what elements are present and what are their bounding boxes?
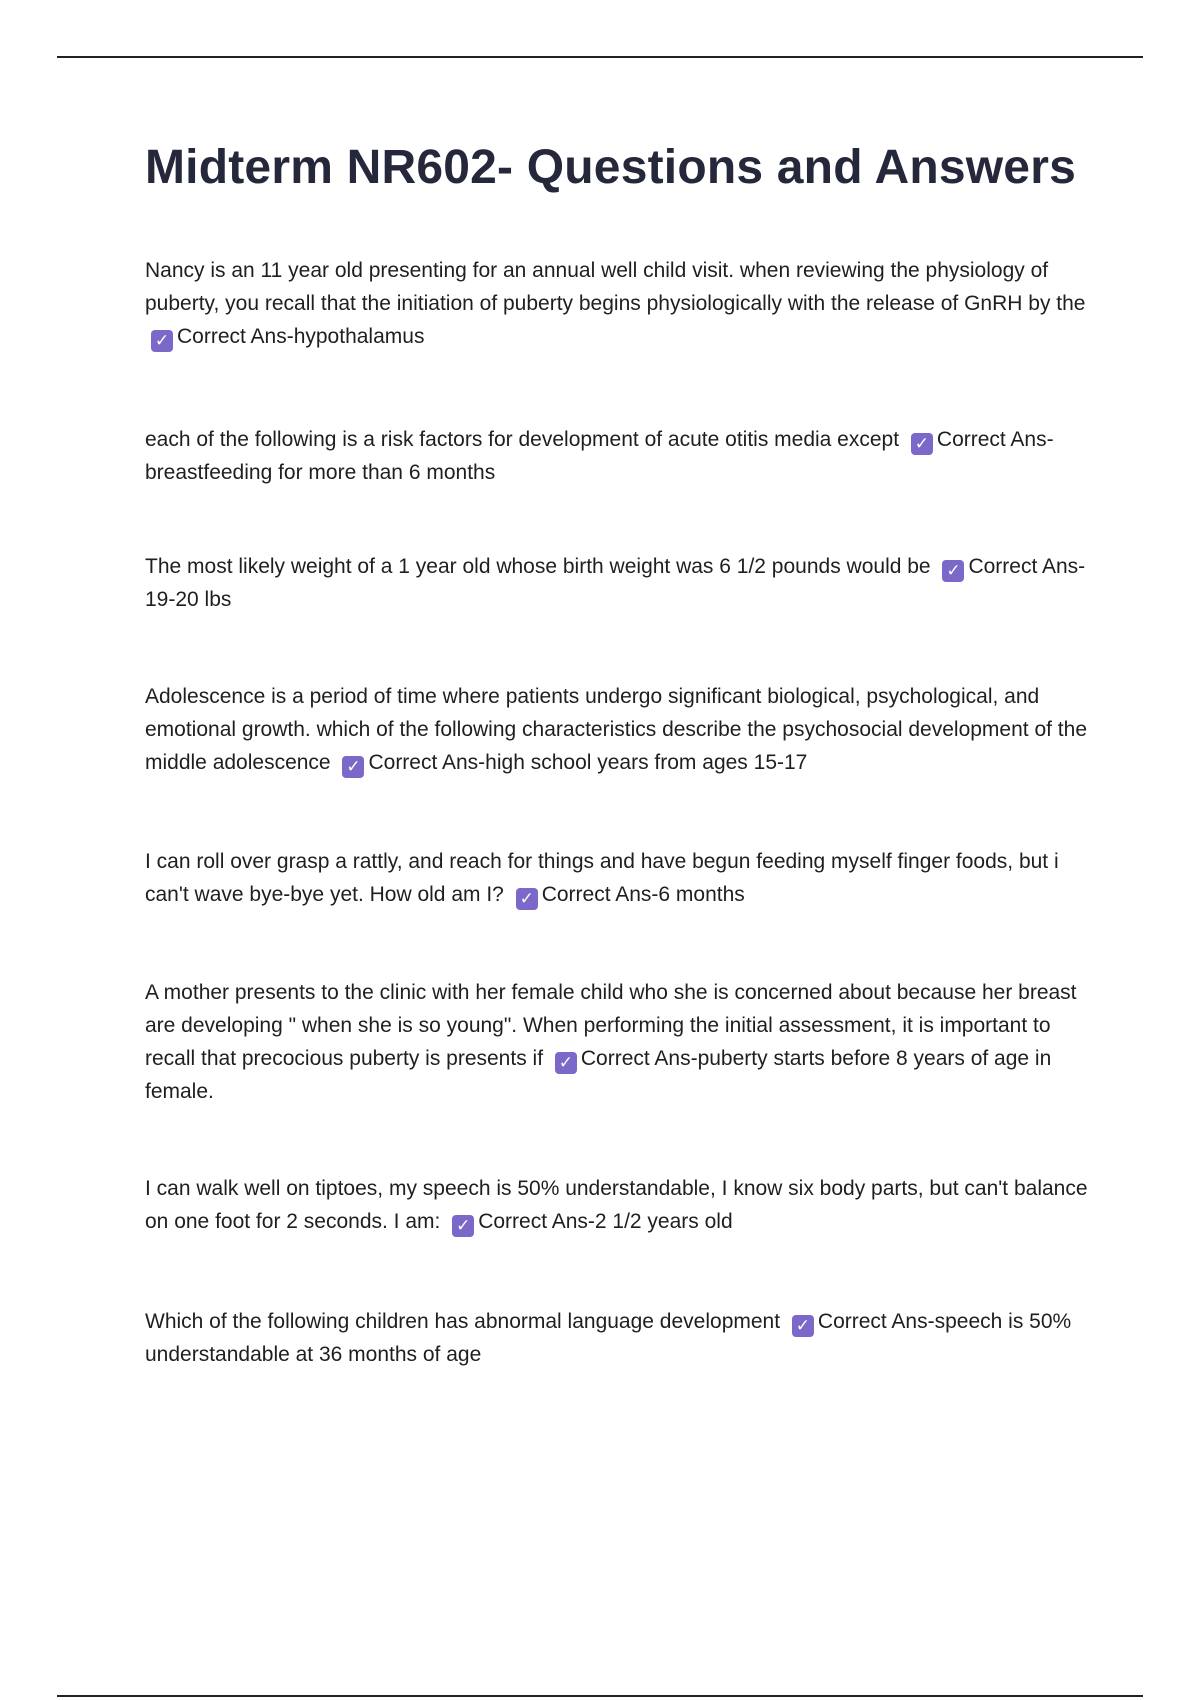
question-text: I can walk well on tiptoes, my speech is 50% understandable, I know six body parts, but can't balance on one foot for 2 seconds. I am: bbox=[145, 1177, 1088, 1233]
checkmark-icon: ✓ bbox=[342, 756, 364, 778]
question-text: The most likely weight of a 1 year old whose birth weight was 6 1/2 pounds would be bbox=[145, 555, 931, 578]
qa-item-2 bbox=[145, 423, 1095, 489]
top-rule bbox=[57, 56, 1143, 58]
checkmark-icon: ✓ bbox=[942, 560, 964, 582]
question-text: A mother presents to the clinic with her female child who she is concerned about because her breast are developing " when she is so young". When performing the initial assessment, it is important to recall that precocious puberty is presents if bbox=[145, 981, 1077, 1070]
answer-text: Correct Ans-breastfeeding for more than 6 months bbox=[145, 428, 1054, 484]
checkmark-icon: ✓ bbox=[452, 1215, 474, 1237]
answer-text: Correct Ans-puberty starts before 8 years of age in female. bbox=[145, 1047, 1052, 1103]
qa-item-4 bbox=[145, 680, 1095, 779]
qa-item-8 bbox=[145, 1305, 1095, 1371]
checkmark-icon: ✓ bbox=[151, 330, 173, 352]
answer-text: Correct Ans-speech is 50% understandable at 36 months of age bbox=[145, 1310, 1072, 1366]
qa-item-3 bbox=[145, 550, 1095, 616]
checkmark-icon: ✓ bbox=[516, 888, 538, 910]
question-text: each of the following is a risk factors for development of acute otitis media except bbox=[145, 428, 900, 451]
qa-item-6 bbox=[145, 976, 1095, 1108]
checkmark-icon: ✓ bbox=[911, 433, 933, 455]
answer-text: Correct Ans-19-20 lbs bbox=[145, 555, 1086, 611]
question-text: Adolescence is a period of time where patients undergo significant biological, psychological, and emotional growth. which of the following characteristics describe the psychosocial development of the middle adolescence bbox=[145, 685, 1087, 774]
answer-text: Correct Ans-high school years from ages 15-17 bbox=[368, 751, 808, 774]
qa-item-7 bbox=[145, 1172, 1095, 1238]
answer-text: Correct Ans-6 months bbox=[541, 883, 745, 906]
checkmark-icon: ✓ bbox=[792, 1315, 814, 1337]
bottom-rule bbox=[57, 1695, 1143, 1697]
qa-item-1 bbox=[145, 254, 1095, 353]
qa-item-5 bbox=[145, 845, 1095, 911]
question-text: I can roll over grasp a rattly, and reach for things and have begun feeding myself finger foods, but i can't wave bye-bye yet. How old am I? bbox=[145, 850, 1059, 906]
question-text: Which of the following children has abnormal language development bbox=[145, 1310, 781, 1333]
checkmark-icon: ✓ bbox=[555, 1052, 577, 1074]
answer-text: Correct Ans-hypothalamus bbox=[177, 325, 425, 348]
question-text: Nancy is an 11 year old presenting for an annual well child visit. when reviewing the physiology of puberty, you recall that the initiation of puberty begins physiologically with the release of GnRH by the bbox=[145, 259, 1086, 315]
answer-text: Correct Ans-2 1/2 years old bbox=[478, 1210, 733, 1233]
page-title: Midterm NR602- Questions and Answers bbox=[145, 141, 1076, 194]
